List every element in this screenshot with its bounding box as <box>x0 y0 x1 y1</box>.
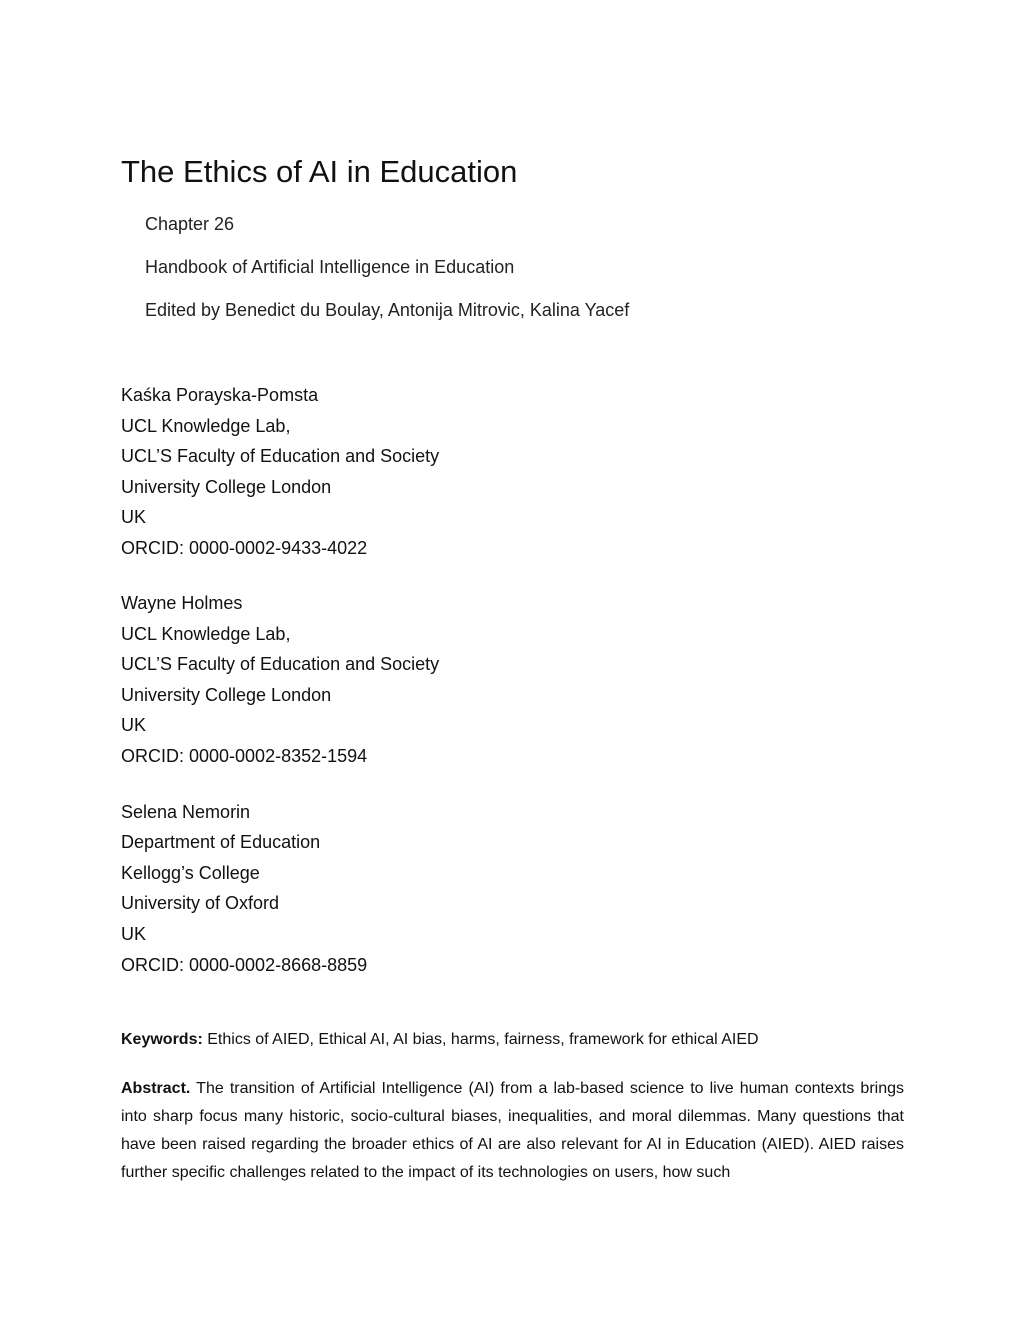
abstract-label: Abstract. <box>121 1080 191 1097</box>
author-affiliation: Department of Education <box>121 832 321 852</box>
chapter-number: Chapter 26 <box>145 214 235 234</box>
author-name: Kaśka Porayska-Pomsta <box>121 385 319 405</box>
editors-line: Edited by Benedict du Boulay, Antonija Mitrovic, Kalina Yacef <box>145 300 630 320</box>
abstract-text: The transition of Artificial Intelligence (AI) from a lab-based science to live human contexts brings into sharp focus many historic, socio-cultural biases, inequalities, and moral dilemmas. Many questions that have been raised regarding the broader ethics of AI are also relevant for AI in Education (AIED). AIED raises further specific challenges related to the impact of its technologies on users, how such <box>121 1080 905 1181</box>
author-orcid: ORCID: 0000-0002-8352-1594 <box>121 746 368 766</box>
author-name: Wayne Holmes <box>121 593 243 613</box>
author-name: Selena Nemorin <box>121 802 251 822</box>
author-affiliation: UCL Knowledge Lab, <box>121 416 291 436</box>
abstract-paragraph <box>121 1075 904 1187</box>
author-country: UK <box>121 715 147 735</box>
author-affiliation: University College London <box>121 685 332 705</box>
author-orcid: ORCID: 0000-0002-8668-8859 <box>121 955 368 975</box>
author-affiliation: University College London <box>121 477 332 497</box>
author-country: UK <box>121 924 147 944</box>
author-affiliation: UCL’S Faculty of Education and Society <box>121 654 440 674</box>
author-affiliation: Kellogg’s College <box>121 863 260 883</box>
keywords-label: Keywords: <box>121 1031 203 1048</box>
document-title: The Ethics of AI in Education <box>121 154 518 189</box>
author-affiliation: UCL Knowledge Lab, <box>121 624 291 644</box>
author-country: UK <box>121 507 147 527</box>
keywords-line <box>121 1028 759 1052</box>
book-title: Handbook of Artificial Intelligence in Education <box>145 257 515 277</box>
author-affiliation: UCL’S Faculty of Education and Society <box>121 446 440 466</box>
keywords-text: Ethics of AIED, Ethical AI, AI bias, harms, fairness, framework for ethical AIED <box>207 1031 759 1048</box>
author-affiliation: University of Oxford <box>121 893 280 913</box>
author-orcid: ORCID: 0000-0002-9433-4022 <box>121 538 368 558</box>
